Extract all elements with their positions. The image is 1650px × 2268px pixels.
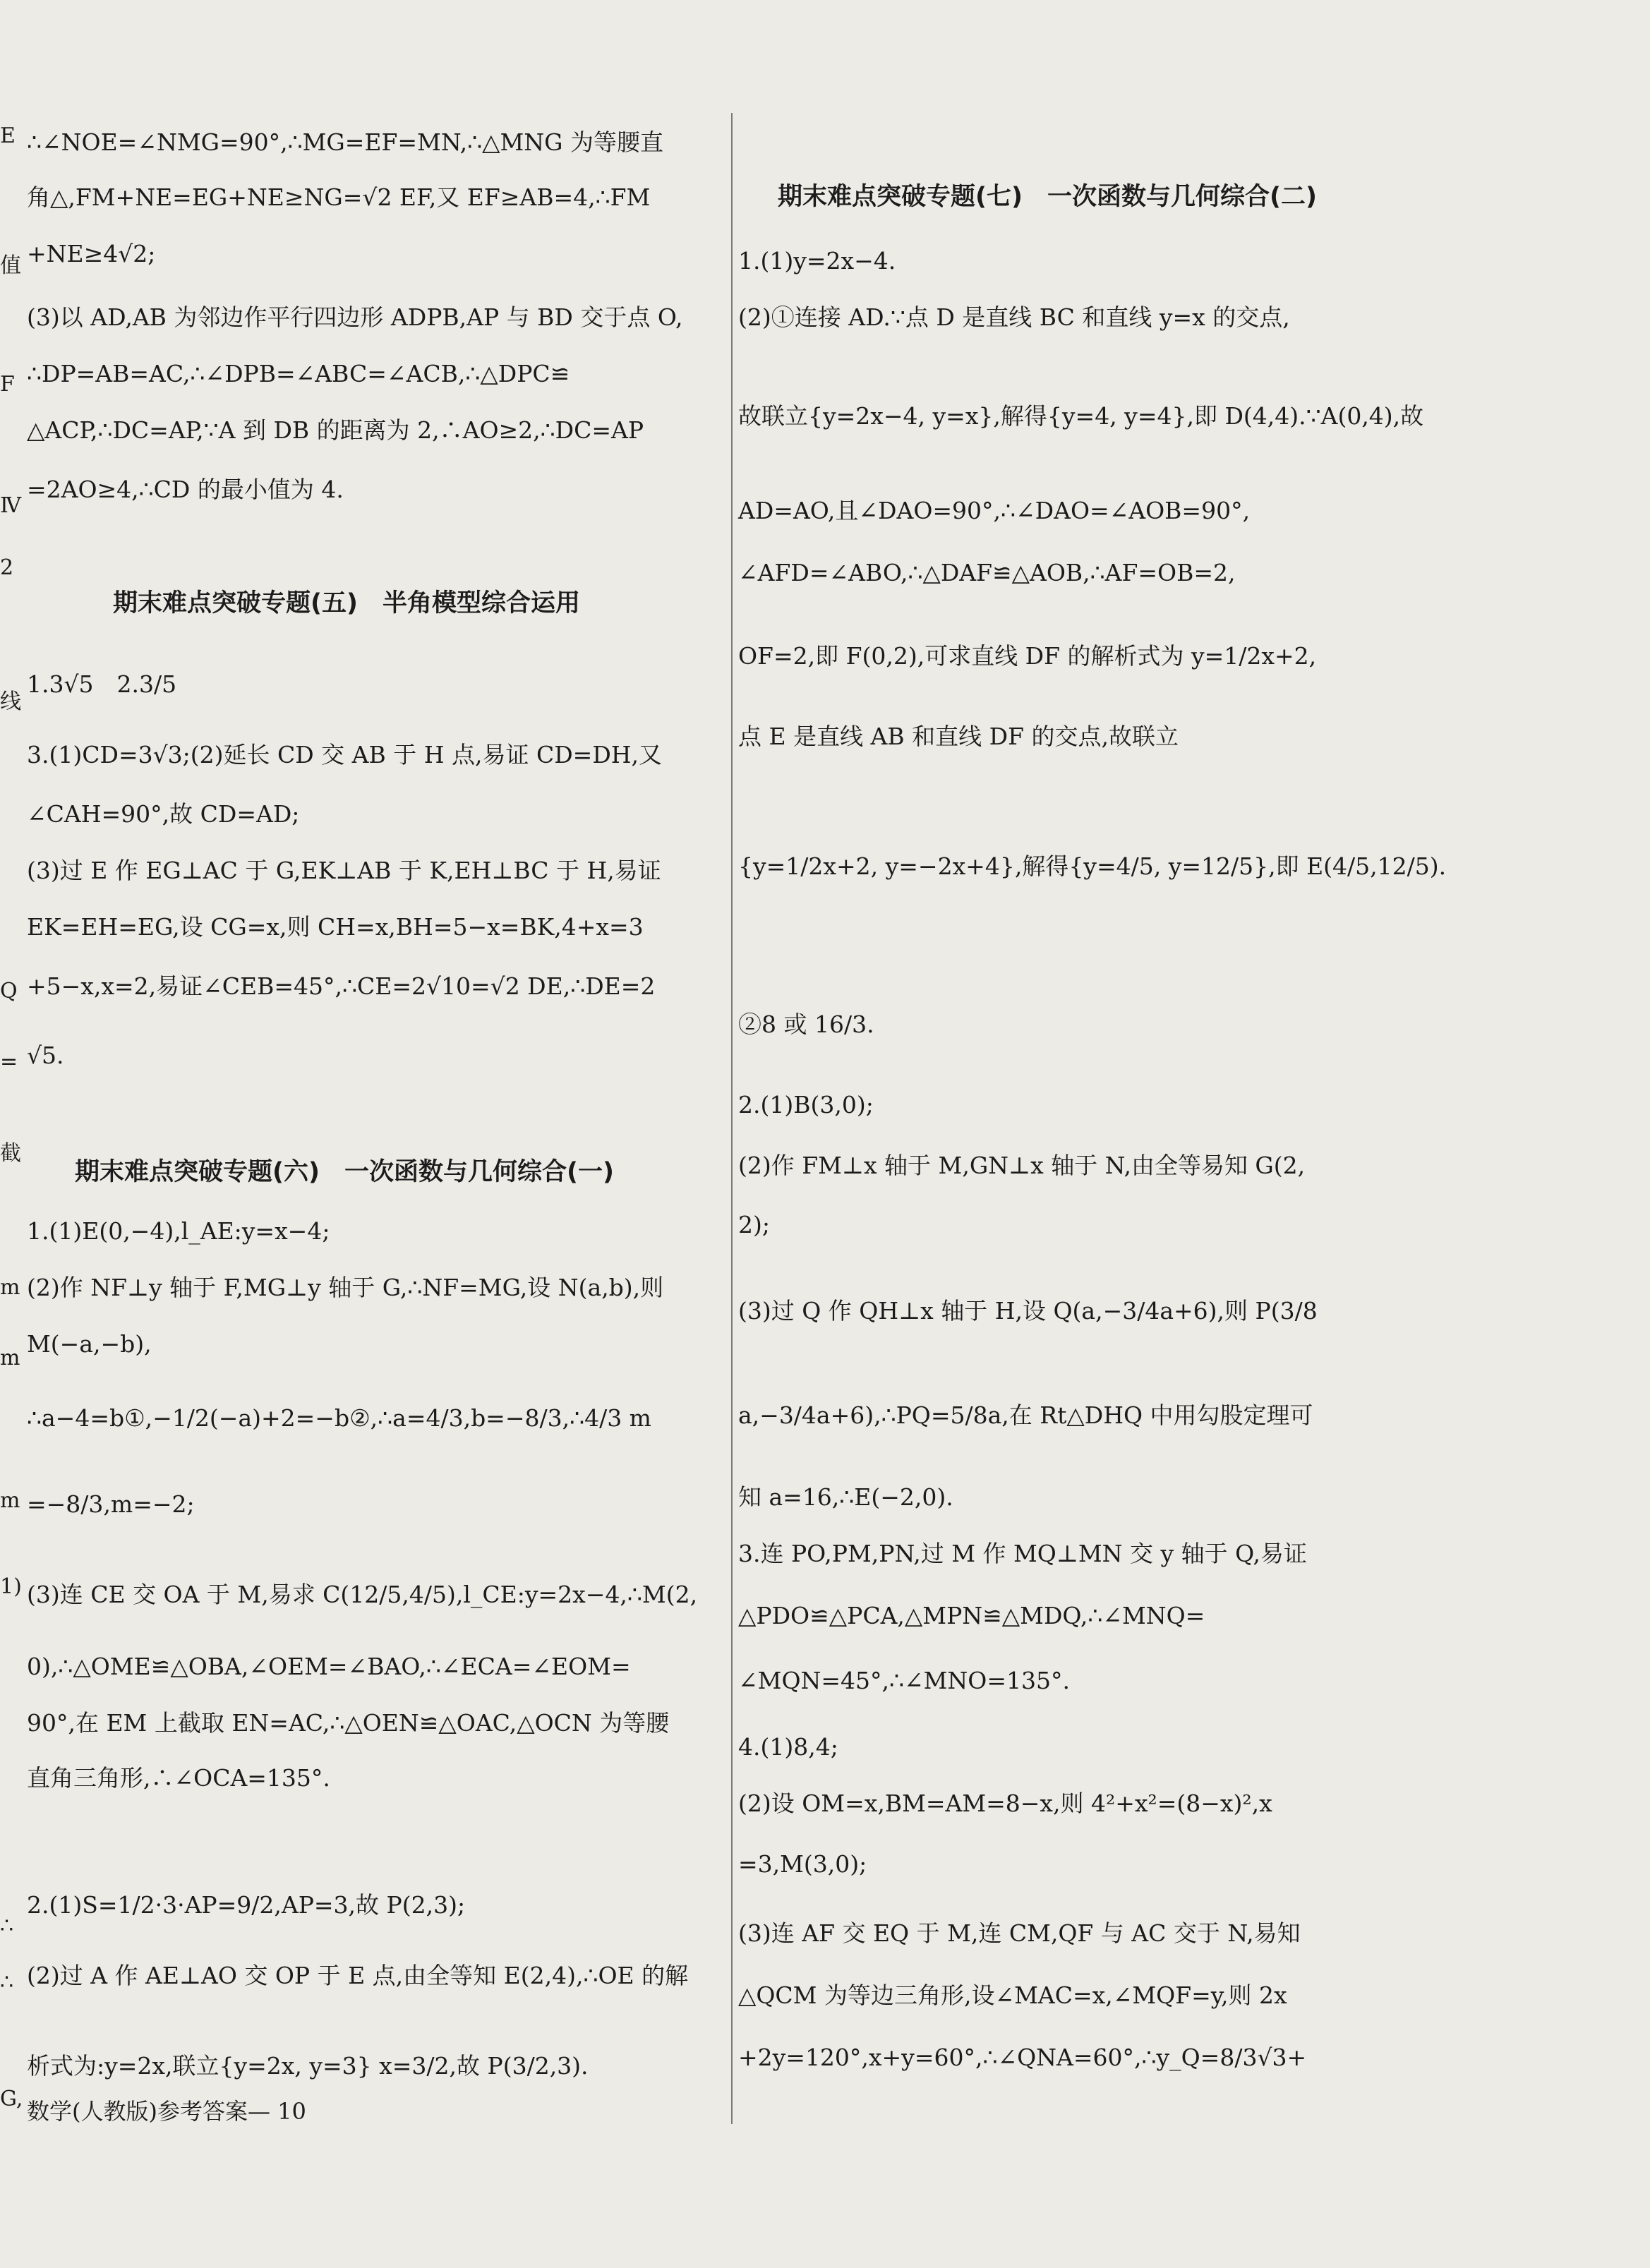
margin-glyph: 1) [0, 1574, 22, 1599]
answer-line: OF=2,即 F(0,2),可求直线 DF 的解析式为 y=1/2x+2, [738, 642, 1317, 670]
answer-line: (3)过 E 作 EG⊥AC 于 G,EK⊥AB 于 K,EH⊥BC 于 H,易证 [27, 857, 661, 884]
answer-line: ∴a−4=b①,−1/2(−a)+2=−b②,∴a=4/3,b=−8/3,∴4/3 m [27, 1404, 651, 1432]
margin-glyph: ∴ [0, 1970, 14, 1995]
answer-line: (2)过 A 作 AE⊥AO 交 OP 于 E 点,由全等知 E(2,4),∴OE 的解 [27, 1962, 689, 1989]
answer-line: 3.连 PO,PM,PN,过 M 作 MQ⊥MN 交 y 轴于 Q,易证 [738, 1540, 1308, 1567]
answer-line: √5. [27, 1042, 64, 1069]
answer-line: =3,M(3,0); [738, 1850, 867, 1878]
answer-line: AD=AO,且∠DAO=90°,∴∠DAO=∠AOB=90°, [738, 497, 1251, 524]
answer-line: 1.(1)y=2x−4. [738, 247, 896, 275]
answer-line: {y=1/2x+2, y=−2x+4},解得{y=4/5, y=12/5},即 E(4/5,12/5). [738, 852, 1447, 880]
answer-line: (2)设 OM=x,BM=AM=8−x,则 4²+x²=(8−x)²,x [738, 1790, 1272, 1817]
answer-line: =2AO≥4,∴CD 的最小值为 4. [27, 476, 344, 503]
margin-glyph: Q [0, 979, 18, 1003]
answer-line: △PDO≌△PCA,△MPN≌△MDQ,∴∠MNQ= [738, 1602, 1205, 1629]
answer-line: M(−a,−b), [27, 1330, 152, 1358]
answer-line: (3)连 CE 交 OA 于 M,易求 C(12/5,4/5),l_CE:y=2x−4,∴M(2, [27, 1581, 698, 1608]
answer-line: △ACP,∴DC=AP,∵A 到 DB 的距离为 2,∴AO≥2,∴DC=AP [27, 416, 644, 444]
answer-line: ∠MQN=45°,∴∠MNO=135°. [738, 1667, 1070, 1694]
answer-line: a,−3/4a+6),∴PQ=5/8a,在 Rt△DHQ 中用勾股定理可 [738, 1401, 1313, 1429]
answer-line: (2)①连接 AD.∵点 D 是直线 BC 和直线 y=x 的交点, [738, 303, 1290, 331]
answer-line: 2.(1)B(3,0); [738, 1091, 874, 1118]
margin-glyph: 2 [0, 555, 14, 580]
margin-glyph: Ⅳ [0, 493, 21, 518]
answer-line: (2)作 FM⊥x 轴于 M,GN⊥x 轴于 N,由全等易知 G(2, [738, 1152, 1306, 1179]
answer-line: 0),∴△OME≌△OBA,∠OEM=∠BAO,∴∠ECA=∠EOM= [27, 1653, 631, 1680]
answer-line: 1.3√5 2.3/5 [27, 670, 177, 698]
margin-glyph: F [0, 372, 15, 397]
answer-line: 直角三角形,∴∠OCA=135°. [27, 1764, 330, 1792]
answer-line: (3)连 AF 交 EQ 于 M,连 CM,QF 与 AC 交于 N,易知 [738, 1919, 1301, 1947]
section-heading-7: 期末难点突破专题(七) 一次函数与几何综合(二) [778, 183, 1317, 211]
answer-line: (3)过 Q 作 QH⊥x 轴于 H,设 Q(a,−3/4a+6),则 P(3/8 [738, 1297, 1318, 1325]
page-footer: 数学(人教版)参考答案— 10 [27, 2098, 306, 2125]
answer-line: 点 E 是直线 AB 和直线 DF 的交点,故联立 [738, 723, 1179, 750]
answer-line: 故联立{y=2x−4, y=x},解得{y=4, y=4},即 D(4,4).∵A(0,4),故 [738, 402, 1424, 430]
answer-line: (3)以 AD,AB 为邻边作平行四边形 ADPB,AP 与 BD 交于点 O, [27, 303, 683, 331]
margin-glyph: m [0, 1488, 20, 1513]
column-divider [731, 113, 733, 2124]
margin-glyph: 值 [0, 253, 21, 278]
answer-line: ∴∠NOE=∠NMG=90°,∴MG=EF=MN,∴△MNG 为等腰直 [27, 128, 663, 156]
answer-line: 2.(1)S=1/2·3·AP=9/2,AP=3,故 P(2,3); [27, 1891, 466, 1919]
answer-line: ②8 或 16/3. [738, 1011, 874, 1038]
answer-line: 知 a=16,∴E(−2,0). [738, 1483, 953, 1511]
margin-glyph: ∴ [0, 1914, 14, 1938]
answer-line: +5−x,x=2,易证∠CEB=45°,∴CE=2√10=√2 DE,∴DE=2 [27, 972, 656, 1000]
answer-line: 1.(1)E(0,−4),l_AE:y=x−4; [27, 1217, 330, 1245]
answer-line: 90°,在 EM 上截取 EN=AC,∴△OEN≌△OAC,△OCN 为等腰 [27, 1709, 670, 1737]
answer-line: (2)作 NF⊥y 轴于 F,MG⊥y 轴于 G,∴NF=MG,设 N(a,b),则 [27, 1274, 664, 1301]
section-heading-5: 期末难点突破专题(五) 半角模型综合运用 [113, 589, 580, 617]
answer-line: ∴DP=AB=AC,∴∠DPB=∠ABC=∠ACB,∴△DPC≌ [27, 360, 570, 387]
answer-line: =−8/3,m=−2; [27, 1490, 195, 1518]
margin-glyph: E [0, 123, 16, 148]
answer-line: 角△,FM+NE=EG+NE≥NG=√2 EF,又 EF≥AB=4,∴FM [27, 183, 651, 211]
answer-line: EK=EH=EG,设 CG=x,则 CH=x,BH=5−x=BK,4+x=3 [27, 913, 644, 941]
left-margin-cut-text [0, 106, 23, 2111]
answer-line: +2y=120°,x+y=60°,∴∠QNA=60°,∴y_Q=8/3√3+ [738, 2044, 1307, 2071]
answer-line: 4.(1)8,4; [738, 1733, 838, 1761]
answer-line: 析式为:y=2x,联立{y=2x, y=3} x=3/2,故 P(3/2,3). [27, 2052, 589, 2080]
answer-line: 2); [738, 1211, 770, 1238]
margin-glyph: G, [0, 2087, 23, 2111]
answer-line: +NE≥4√2; [27, 240, 156, 267]
margin-glyph: m [0, 1275, 20, 1300]
margin-glyph: 线 [0, 689, 21, 714]
margin-glyph: 截 [0, 1141, 21, 1166]
answer-line: 3.(1)CD=3√3;(2)延长 CD 交 AB 于 H 点,易证 CD=DH,又 [27, 741, 663, 768]
answer-line: △QCM 为等边三角形,设∠MAC=x,∠MQF=y,则 2x [738, 1982, 1287, 2009]
answer-line: ∠AFD=∠ABO,∴△DAF≌△AOB,∴AF=OB=2, [738, 559, 1236, 586]
margin-glyph: = [0, 1049, 18, 1074]
section-heading-6: 期末难点突破专题(六) 一次函数与几何综合(一) [75, 1158, 614, 1186]
margin-glyph: m [0, 1346, 20, 1370]
answer-line: ∠CAH=90°,故 CD=AD; [27, 800, 300, 828]
